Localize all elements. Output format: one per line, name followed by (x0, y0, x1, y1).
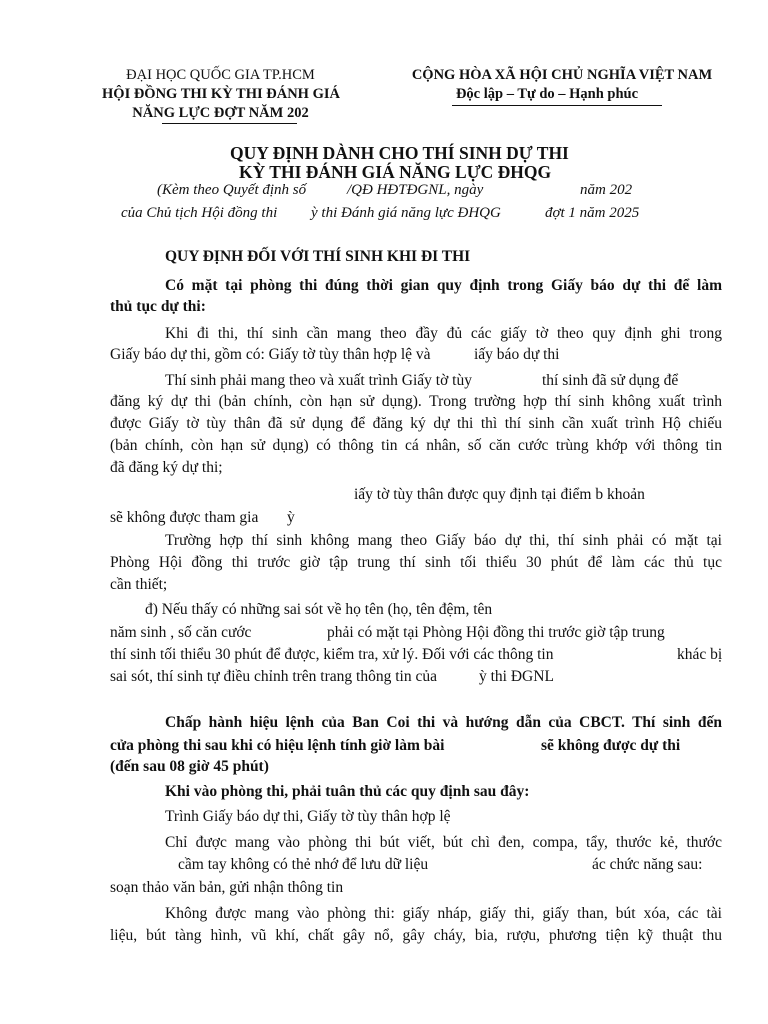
rule-obey-l2b: sẽ không được dự thi (541, 737, 681, 754)
para-id-l2: đăng ký dự thi (bản chính, còn hạn sử dụng). Trong trường hợp thí sinh không xuất trình (110, 393, 722, 410)
subtitle-round: đợt 1 năm 2025 (545, 205, 640, 221)
para-notice-l1: Trường hợp thí sinh không mang theo Giấy báo dự thi, thí sinh phải có mặt tại (165, 532, 722, 549)
rule-obey-l2a: cửa phòng thi sau khi có hiệu lệnh tính giờ làm bài (110, 737, 445, 754)
para-errors-l3a: thí sinh tối thiểu 30 phút để được, kiểm tra, xử lý. Đối với các thông tin (110, 646, 554, 663)
para-id-rule-l2a: sẽ không được tham gia (110, 509, 259, 526)
para-id-l1a: Thí sinh phải mang theo và xuất trình Giấy tờ tùy (165, 372, 472, 389)
rule-obey-l3: (đến sau 08 giờ 45 phút) (110, 758, 269, 775)
para-notice-l3: cần thiết; (110, 576, 168, 593)
document-title-2: KỲ THI ĐÁNH GIÁ NĂNG LỰC ĐHQG (239, 162, 552, 182)
right-header-underline (452, 105, 662, 106)
document-title: QUY ĐỊNH DÀNH CHO THÍ SINH DỰ THI (230, 143, 569, 163)
subtitle-decision: (Kèm theo Quyết định số (157, 182, 307, 198)
para-errors-l2b: phải có mặt tại Phòng Hội đồng thi trước giờ tập trung (327, 624, 665, 641)
left-header-underline (162, 123, 297, 124)
national-motto: Độc lập – Tự do – Hạnh phúc (455, 86, 639, 102)
para-id-l5: đã đăng ký dự thi; (110, 459, 223, 476)
subtitle-year: năm 202 (580, 182, 633, 198)
para-errors-l1: đ) Nếu thấy có những sai sót về họ tên (họ, tên đệm, tên (145, 601, 493, 618)
subtitle-issuer: của Chủ tịch Hội đồng thi (121, 205, 278, 221)
rule-room-allowed-l2a: cầm tay không có thẻ nhớ để lưu dữ liệu (178, 856, 429, 873)
subtitle-decision-no: /QĐ HĐTĐGNL, ngày (347, 182, 484, 198)
para-id-l4: (bản chính, còn hạn sử dụng) có thông tin cá nhân, số căn cước trùng khớp với thông tin (110, 437, 722, 454)
para-documents-l2b: iấy báo dự thi (474, 346, 560, 363)
subtitle-exam: ỳ thi Đánh giá năng lực ĐHQG (311, 205, 501, 221)
rule-a-line1: Có mặt tại phòng thi đúng thời gian quy định trong Giấy báo dự thi để làm (165, 277, 722, 294)
council-round: NĂNG LỰC ĐỢT NĂM 202 (132, 105, 309, 121)
rule-room-allowed-l2b: ác chức năng sau: (592, 856, 703, 873)
para-errors-l3b: khác bị (677, 646, 723, 663)
section-heading: QUY ĐỊNH ĐỐI VỚI THÍ SINH KHI ĐI THI (165, 248, 471, 265)
para-notice-l2: Phòng Hội đồng thi trước giờ tập trung thí sinh tối thiểu 30 phút để làm các thủ tục (110, 554, 722, 571)
national-title: CỘNG HÒA XÃ HỘI CHỦ NGHĨA VIỆT NAM (411, 67, 713, 83)
para-errors-l2a: năm sinh , số căn cước (110, 624, 252, 641)
para-id-l3: được Giấy tờ tùy thân đã sử dụng để đăng ký dự thi thì thí sinh cần xuất trình Hộ chiếu (110, 415, 722, 432)
para-id-rule-l1: iấy tờ tùy thân được quy định tại điểm b khoản (354, 486, 645, 503)
para-errors-l4a: sai sót, thí sinh tự điều chỉnh trên trang thông tin của (110, 668, 437, 685)
rule-room-heading: Khi vào phòng thi, phải tuân thủ các quy định sau đây: (165, 783, 530, 800)
para-errors-l4b: ỳ thi ĐGNL (479, 668, 554, 685)
council-name: HỘI ĐỒNG THI KỲ THI ĐÁNH GIÁ (102, 86, 340, 102)
rule-room-forbidden-l2: liệu, bút tàng hình, vũ khí, chất gây nổ, gây cháy, bia, rượu, phương tiện kỹ thuật thu (110, 927, 722, 944)
rule-room-allowed-l3: soạn thảo văn bản, gửi nhận thông tin (110, 879, 344, 896)
rule-a-line2: thủ tục dự thi: (110, 298, 206, 315)
para-documents-l1: Khi đi thi, thí sinh cần mang theo đầy đủ các giấy tờ theo quy định ghi trong (165, 325, 722, 342)
para-id-l1b: thí sinh đã sử dụng để (542, 372, 679, 389)
rule-obey-l1: Chấp hành hiệu lệnh của Ban Coi thi và hướng dẫn của CBCT. Thí sinh đến (165, 714, 722, 731)
para-id-rule-l2b: ỳ (287, 509, 295, 526)
rule-room-forbidden-l1: Không được mang vào phòng thi: giấy nháp, giấy thi, giấy than, bút xóa, các tài (165, 905, 722, 922)
para-documents-l2: Giấy báo dự thi, gồm có: Giấy tờ tùy thân hợp lệ và (110, 346, 431, 363)
org-name: ĐẠI HỌC QUỐC GIA TP.HCM (126, 67, 315, 83)
rule-room-allowed-l1: Chỉ được mang vào phòng thi bút viết, bút chì đen, compa, tẩy, thước kẻ, thước (165, 834, 722, 851)
rule-room-present: Trình Giấy báo dự thi, Giấy tờ tùy thân hợp lệ (165, 808, 451, 825)
